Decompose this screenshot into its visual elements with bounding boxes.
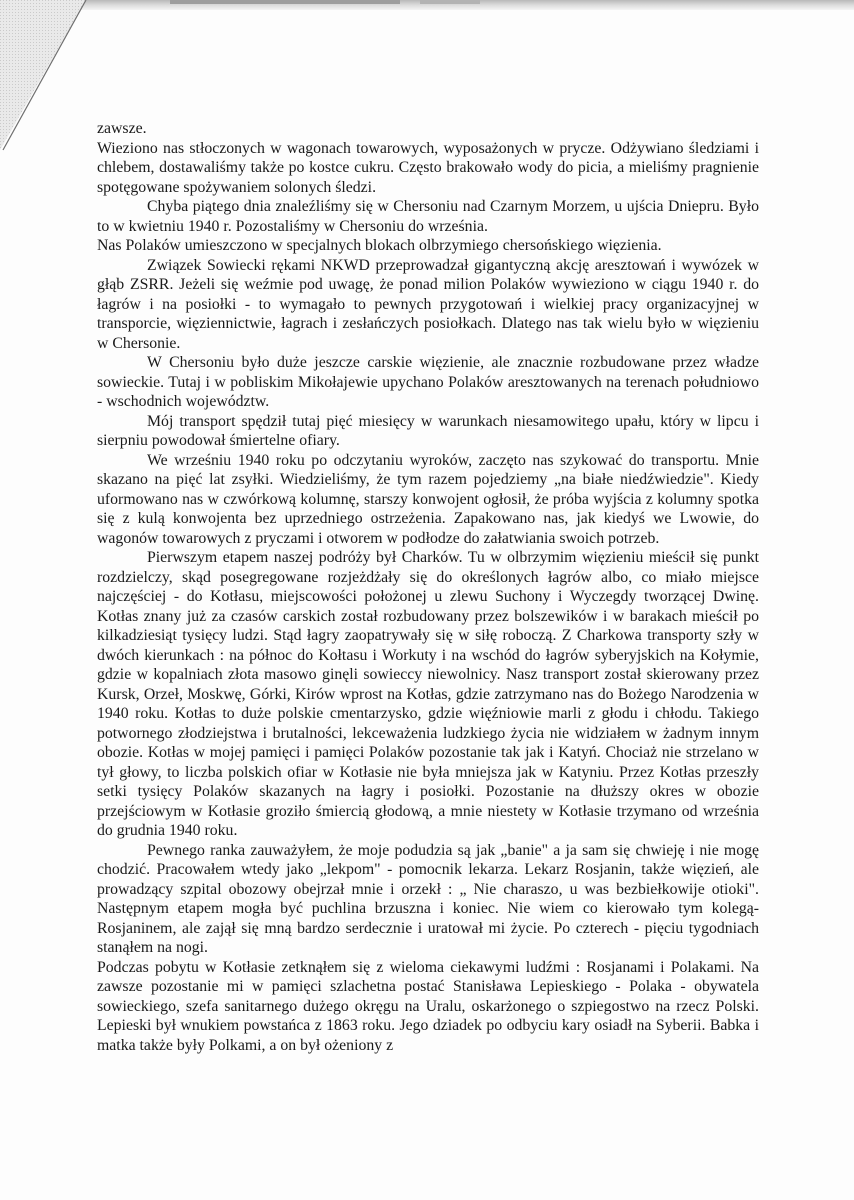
paragraph: Wieziono nas stłoczonych w wagonach towarowych, wyposażonych w prycze. Odżywiano śledziami i chlebem, dostawaliśmy także po kostce cukru. Często brakowało wody do picia, a mieliśmy pragnienie spotęgowane spożywaniem solonych śledzi. <box>97 139 759 196</box>
paragraph: Podczas pobytu w Kotłasie zetknąłem się z wieloma ciekawymi ludźmi : Rosjanami i Polakami. Na zawsze pozostanie mi w pamięci szlachetna postać Stanisława Lepieskiego - Polaka - obywatela sowieckiego, szefa sanitarnego dużego okręgu na Uralu, oskarżonego o szpiegostwo na rzecz Polski. Lepieski był wnukiem powstańca z 1863 roku. Jego dziadek po odbyciu kary osiadł na Syberii. Babka i matka także były Polkami, a on był ożeniony z <box>97 958 759 1054</box>
paragraph: Mój transport spędził tutaj pięć miesięcy w warunkach niesamowitego upału, który w lipcu i sierpniu powodował śmiertelne ofiary. <box>97 412 759 449</box>
paragraph: Związek Sowiecki rękami NKWD przeprowadzał gigantyczną akcję aresztowań i wywózek w głąb ZSRR. Jeżeli się weźmie pod uwagę, że ponad milion Polaków wywieziono w ciągu 1940 r. do łagrów i na posiołki - to wymagało to pewnych przygotowań i wielkiej pracy organizacyjnej w transporcie, więziennictwie, łagrach i zesłańczych posiołkach. Dlatego nas tak wielu było w więzieniu w Chersonie. <box>97 256 759 352</box>
folded-corner-mark <box>0 0 110 160</box>
scan-streak <box>420 0 480 4</box>
document-body <box>97 119 759 1055</box>
paragraph: We wrześniu 1940 roku po odczytaniu wyroków, zaczęto nas szykować do transportu. Mnie skazano na pięć lat zsyłki. Wiedzieliśmy, że tym razem pojedziemy „na białe niedźwiedzie". Kiedy uformowano nas w czwórkową kolumnę, starszy konwojent ogłosił, że próba wyjścia z kolumny spotka się z kulą konwojenta bez uprzedniego ostrzeżenia. Zapakowano nas, jak kiedyś we Lwowie, do wagonów towarowych z pryczami i otworem w podłodze do załatwiania swoich potrzeb. <box>97 451 759 547</box>
paragraph: Pewnego ranka zauważyłem, że moje podudzia są jak „banie" a ja sam się chwieję i nie mogę chodzić. Pracowałem wtedy jako „lekpom" - pomocnik lekarza. Lekarz Rosjanin, także więzień, ale prowadzący szpital obozowy obejrzał mnie i orzekł : „ Nie charaszo, u was bezbiełkowije otioki". Następnym etapem mogła być puchlina brzuszna i koniec. Nie wiem co kierowało tym kolegą- Rosjaninem, ale zajął się mną bardzo serdecznie i uratował mi życie. Po czterech - pięciu tygodniach stanąłem na nogi. <box>97 841 759 956</box>
paragraph: W Chersoniu było duże jeszcze carskie więzienie, ale znacznie rozbudowane przez władze sowieckie. Tutaj i w pobliskim Mikołajewie upychano Polaków aresztowanych na terenach południowo - wschodnich województw. <box>97 354 759 410</box>
paragraph: Pierwszym etapem naszej podróży był Charków. Tu w olbrzymim więzieniu mieścił się punkt rozdzielczy, skąd posegregowane rozjeżdżały się do określonych łagrów albo, co miało miejsce najczęściej - do Kotłasu, miejscowości położonej u zlewu Suchony i Wyczegdy tworzącej Dwinę. Kotłas znany już za czasów carskich został rozbudowany przez bolszewików i w barakach mieścił po kilkadziesiąt tysięcy ludzi. Stąd łagry zaopatrywały się w siłę roboczą. Z Charkowa transporty szły w dwóch kierunkach : na północ do Kołtasu i Workuty i na wschód do łagrów syberyjskich na Kołymie, gdzie w kopalniach złota masowo ginęli sowieccy niewolnicy. Nasz transport został skierowany przez Kursk, Orzeł, Moskwę, Górki, Kirów wprost na Kotłas, gdzie zatrzymano nas do Bożego Narodzenia w 1940 roku. Kotłas to duże polskie cmentarzysko, gdzie więźniowie marli z głodu i chłodu. Takiego potwornego złodziejstwa i brutalności, lekceważenia ludzkiego życia nie widziałem w żadnym innym obozie. Kotłas w mojej pamięci i pamięci Polaków pozostanie tak jak i Katyń. Chociaż nie strzelano w tył głowy, to liczba polskich ofiar w Kotłasie nie była mniejsza jak w Katyniu. Przez Kotłas przeszły setki tysięcy Polaków skazanych na łagry i posiołki. Pozostanie na dłuższy okres w obozie przejściowym w Kotłasie groziło śmiercią głodową, a mnie niestety w Kotłasie trzymano od września do grudnia 1940 roku. <box>97 549 759 839</box>
scan-streak <box>170 0 400 4</box>
paragraph: Chyba piątego dnia znaleźliśmy się w Chersoniu nad Czarnym Morzem, u ujścia Dniepru. Było to w kwietniu 1940 r. Pozostaliśmy w Chersoniu do września. <box>97 198 759 235</box>
paragraph: Nas Polaków umieszczono w specjalnych blokach olbrzymiego chersońskiego więzienia. <box>97 237 662 254</box>
paragraph: zawsze. <box>97 120 147 137</box>
